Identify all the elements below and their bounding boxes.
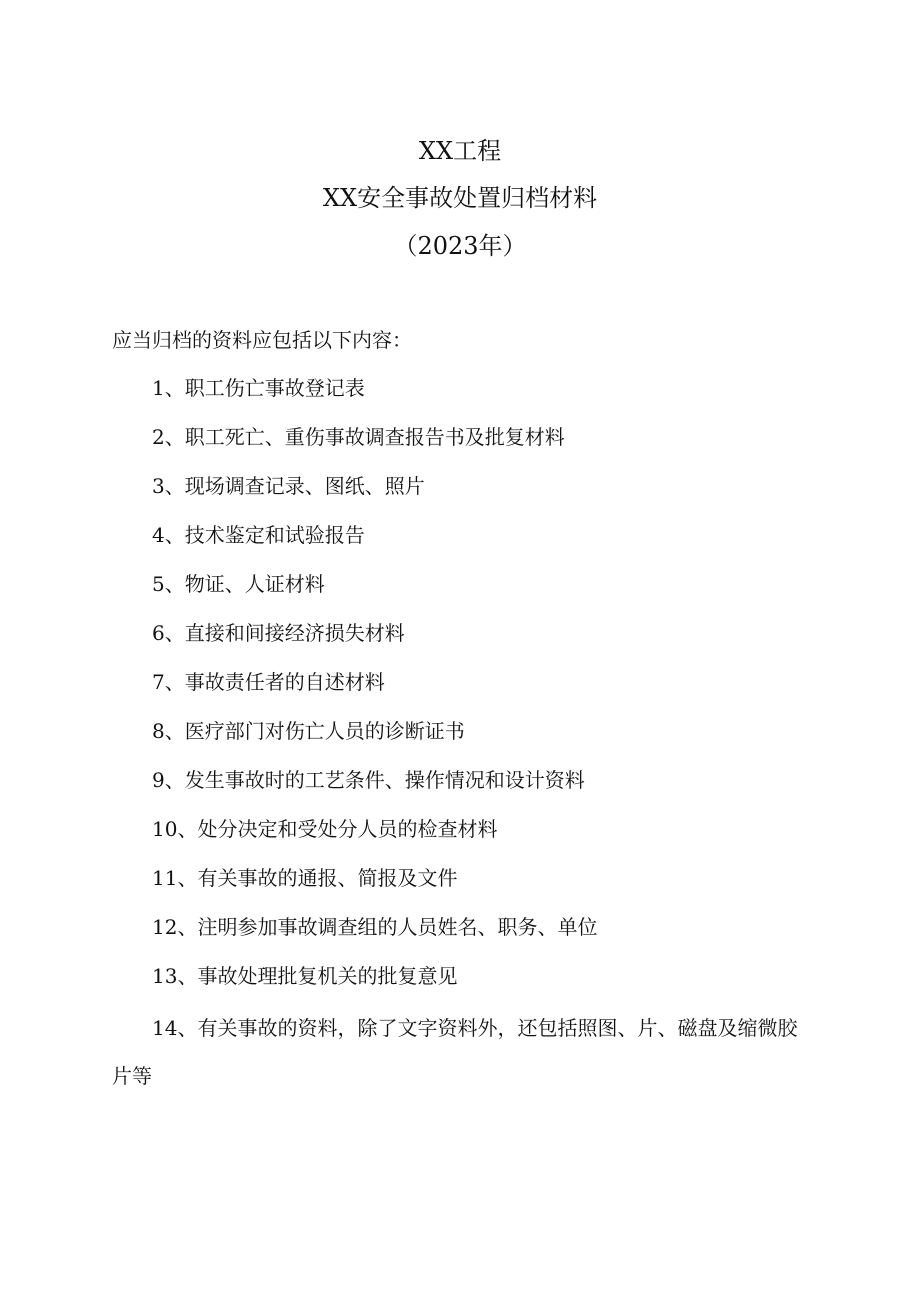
title-document: XX安全事故处置归档材料 <box>322 184 598 212</box>
title-project: XX工程 <box>418 137 502 165</box>
list-item: 1、职工伤亡事故登记表 <box>152 376 365 400</box>
list-item: 2、职工死亡、重伤事故调查报告书及批复材料 <box>152 425 565 449</box>
list-item: 8、医疗部门对伤亡人员的诊断证书 <box>152 719 465 743</box>
list-item: 3、现场调查记录、图纸、照片 <box>152 474 425 498</box>
list-item: 7、事故责任者的自述材料 <box>152 670 385 694</box>
list-item: 13、事故处理批复机关的批复意见 <box>152 964 458 988</box>
list-item: 4、技术鉴定和试验报告 <box>152 523 365 547</box>
intro-heading: 应当归档的资料应包括以下内容： <box>112 328 412 352</box>
list-item: 14、有关事故的资料，除了文字资料外，还包括照图、片、磁盘及缩微胶片等 <box>112 1016 798 1088</box>
list-item: 5、物证、人证材料 <box>152 572 325 596</box>
list-item: 6、直接和间接经济损失材料 <box>152 621 405 645</box>
list-item: 9、发生事故时的工艺条件、操作情况和设计资料 <box>152 768 585 792</box>
title-year: （2023年） <box>393 232 527 260</box>
list-item: 11、有关事故的通报、简报及文件 <box>152 866 458 890</box>
list-item: 12、注明参加事故调查组的人员姓名、职务、单位 <box>152 915 598 939</box>
list-item: 10、处分决定和受处分人员的检查材料 <box>152 817 498 841</box>
